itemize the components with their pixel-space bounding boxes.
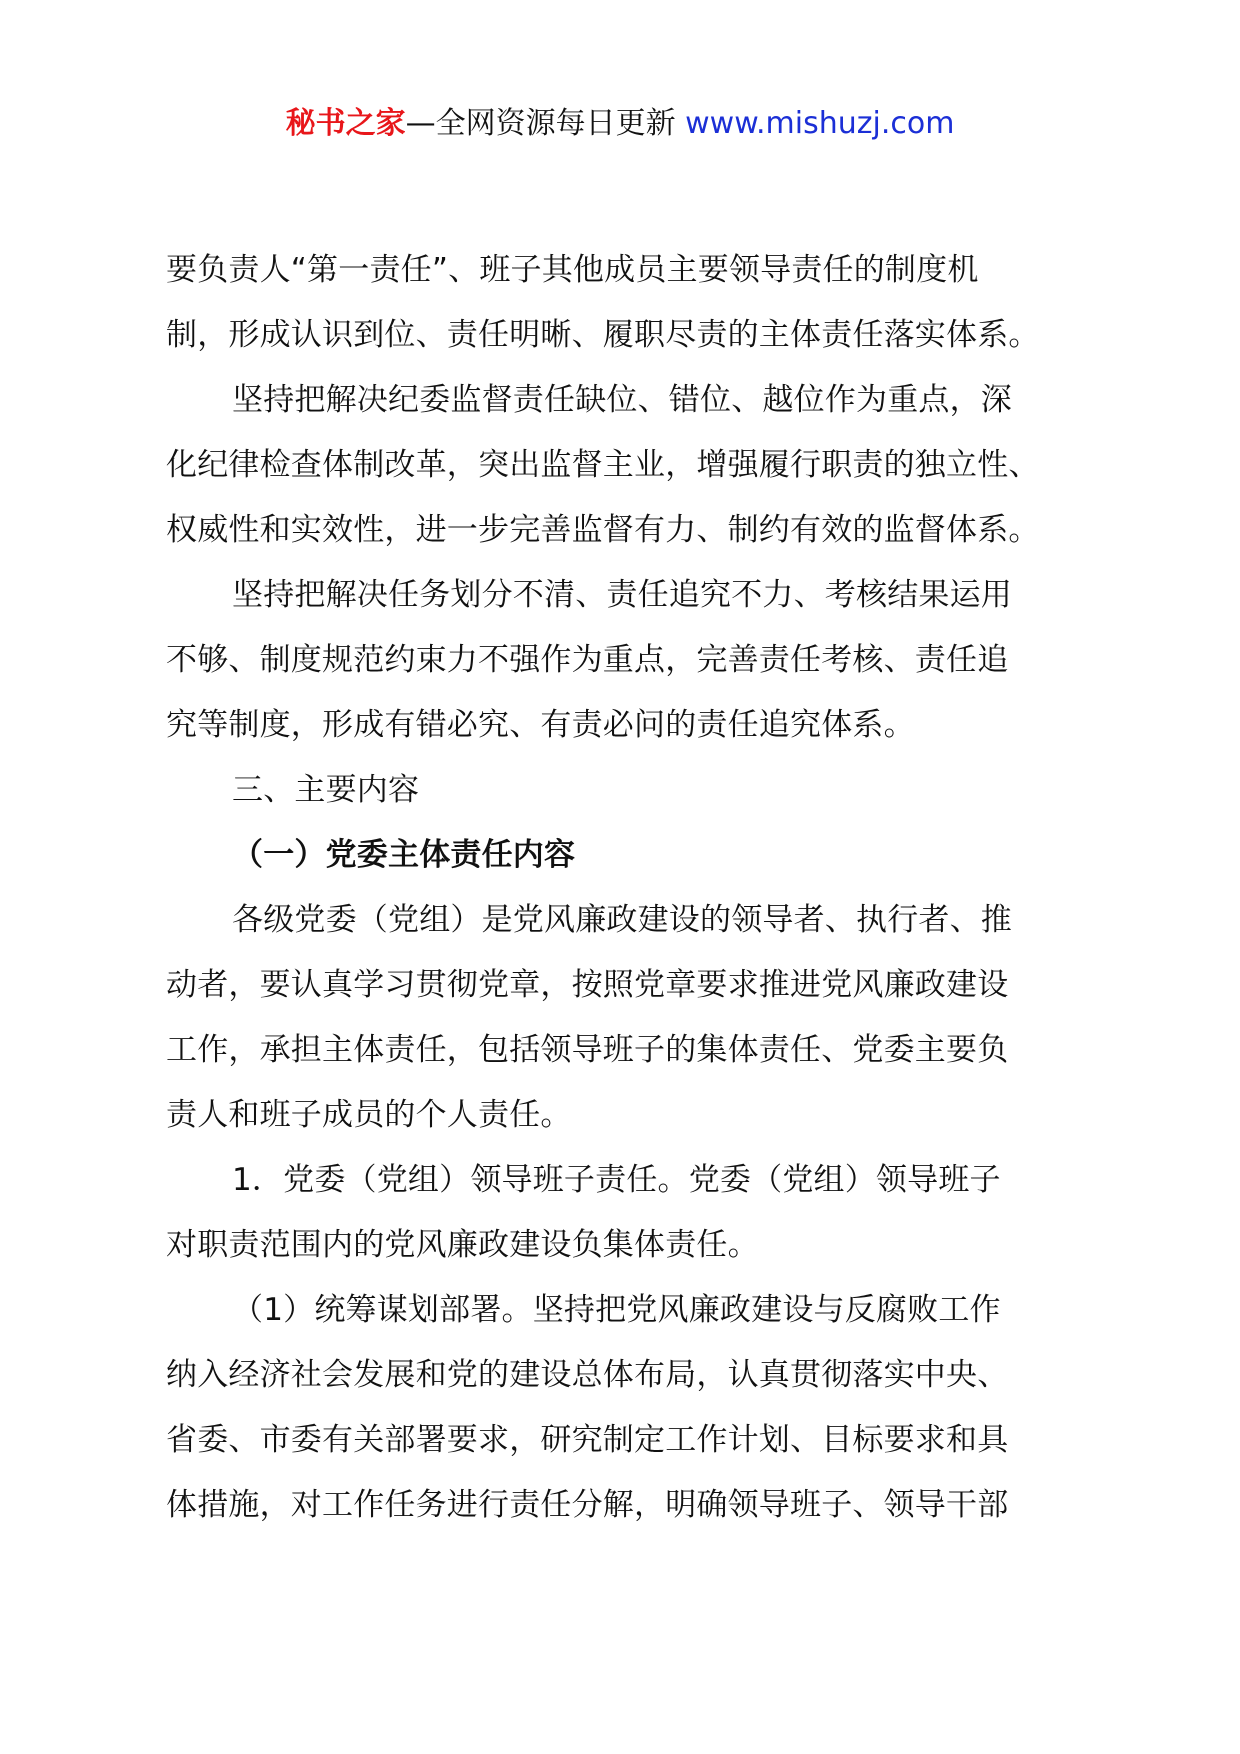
section-heading: 三、主要内容 <box>232 772 420 808</box>
text-line-6: 坚持把解决任务划分不清、责任追究不力、考核结果运用 <box>232 577 1012 613</box>
subsection-heading: （一）党委主体责任内容 <box>232 837 576 873</box>
text-line-12: 动者，要认真学习贯彻党章，按照党章要求推进党风廉政建设 <box>166 967 1009 1003</box>
text-line-20: 体措施，对工作任务进行责任分解，明确领导班子、领导干部 <box>166 1487 1009 1523</box>
text-line-16: 对职责范围内的党风廉政建设负集体责任。 <box>166 1227 759 1263</box>
text-line-4: 化纪律检查体制改革，突出监督主业，增强履行职责的独立性、 <box>166 447 1040 483</box>
site-tagline: —全网资源每日更新 <box>405 106 676 141</box>
text-line-2: 制，形成认识到位、责任明晰、履职尽责的主体责任落实体系。 <box>166 317 1040 353</box>
document-body <box>166 238 1096 1538</box>
text-line-14: 责人和班子成员的个人责任。 <box>166 1097 572 1133</box>
text-line-18: 纳入经济社会发展和党的建设总体布局，认真贯彻落实中央、 <box>166 1357 1009 1393</box>
site-brand: 秘书之家 <box>285 106 406 141</box>
text-line-11: 各级党委（党组）是党风廉政建设的领导者、执行者、推 <box>232 902 1012 938</box>
text-line-5: 权威性和实效性，进一步完善监督有力、制约有效的监督体系。 <box>166 512 1040 548</box>
text-line-13: 工作，承担主体责任，包括领导班子的集体责任、党委主要负 <box>166 1032 1009 1068</box>
text-line-7: 不够、制度规范约束力不强作为重点，完善责任考核、责任追 <box>166 642 1009 678</box>
text-line-17: （1）统筹谋划部署。坚持把党风廉政建设与反腐败工作 <box>232 1292 1001 1328</box>
text-line-19: 省委、市委有关部署要求，研究制定工作计划、目标要求和具 <box>166 1422 1009 1458</box>
text-line-1: 要负责人“第一责任”、班子其他成员主要领导责任的制度机 <box>166 252 979 288</box>
site-url-link[interactable]: www.mishuzj.com <box>685 106 955 141</box>
text-line-15: 1．党委（党组）领导班子责任。党委（党组）领导班子 <box>232 1162 1001 1198</box>
text-line-3: 坚持把解决纪委监督责任缺位、错位、越位作为重点，深 <box>232 382 1012 418</box>
site-header <box>0 96 1240 152</box>
text-line-8: 究等制度，形成有错必究、有责必问的责任追究体系。 <box>166 707 915 743</box>
